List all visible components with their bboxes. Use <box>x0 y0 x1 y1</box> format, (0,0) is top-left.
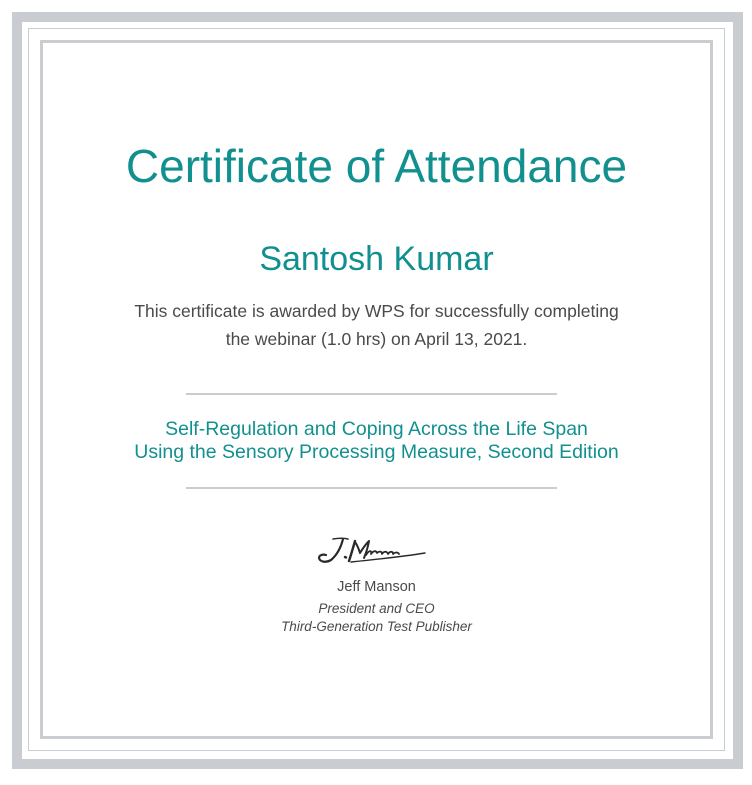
certificate-title: Certificate of Attendance <box>125 140 628 192</box>
award-statement-line-1: This certificate is awarded by WPS for successfully completing <box>134 301 619 321</box>
award-statement <box>43 297 710 353</box>
signer-title: President and CEO <box>318 601 435 616</box>
signature-image <box>311 533 431 573</box>
signer-organization: Third-Generation Test Publisher <box>281 619 472 634</box>
award-statement-line-2: the webinar (1.0 hrs) on April 13, 2021. <box>225 329 528 349</box>
recipient-name: Santosh Kumar <box>259 240 494 278</box>
divider-top <box>186 393 557 395</box>
signer-name: Jeff Manson <box>337 579 416 595</box>
course-title <box>43 418 710 464</box>
course-title-line-2: Using the Sensory Processing Measure, Second Edition <box>134 441 619 463</box>
course-title-line-1: Self-Regulation and Coping Across the Life Span <box>165 418 588 440</box>
divider-bottom <box>186 487 557 489</box>
